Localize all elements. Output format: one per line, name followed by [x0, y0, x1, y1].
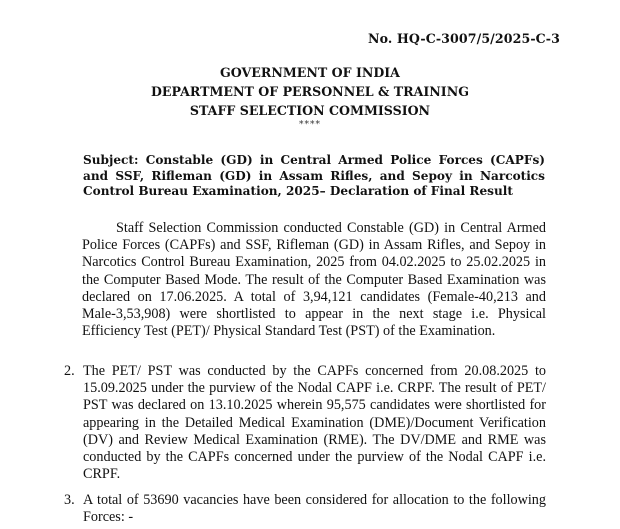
header-government: GOVERNMENT OF INDIA [220, 65, 400, 80]
paragraph-text: The PET/ PST was conducted by the CAPFs concerned from 20.08.2025 to 15.09.2025 under the purview of the Nodal CAPF i.e. CRPF. The result of PET/ PST was declared on 13.10.2025 wherein 95,575 candidates were shortlisted for appearing in the Detailed Medical Examination (DME)/Document Verification (DV) and Review Medical Examination (RME). The DV/DME and RME was conducted by the CAPFs concerned under the purview of the Nodal CAPF i.e. CRPF. [83, 363, 546, 483]
header-commission: STAFF SELECTION COMMISSION [189, 103, 431, 118]
paragraph-3 [64, 492, 546, 526]
paragraph-number: 2. [64, 363, 75, 379]
paragraph-number: 3. [64, 492, 75, 508]
document-header [0, 63, 620, 130]
header-separator: **** [299, 120, 321, 130]
header-department: DEPARTMENT OF PERSONNEL & TRAINING [151, 84, 469, 99]
subject-line: Subject: Constable (GD) in Central Armed Police Forces (CAPFs) and SSF, Rifleman (GD) in Assam Rifles, and Sepoy in Narcotics Control Bureau Examination, 2025– Declaration of Final Result [83, 153, 545, 198]
paragraph-2 [64, 363, 546, 483]
paragraph-text: A total of 53690 vacancies have been considered for allocation to the following Forces: - [83, 492, 546, 526]
paragraph-1: Staff Selection Commission conducted Constable (GD) in Central Armed Police Forces (CAPFs) and SSF, Rifleman (GD) in Assam Rifles, and Sepoy in Narcotics Control Bureau Examination, 2025 from 04.02.2025 to 25.02.2025 in the Computer Based Mode. The result of the Computer Based Examination was declared on 17.06.2025. A total of 3,94,121 candidates (Female-40,213 and Male-3,53,908) were shortlisted to appear in the next stage i.e. Physical Efficiency Test (PET)/ Physical Standard Test (PST) of the Examination. [82, 220, 546, 340]
reference-number: No. HQ-C-3007/5/2025-C-3 [368, 31, 560, 46]
